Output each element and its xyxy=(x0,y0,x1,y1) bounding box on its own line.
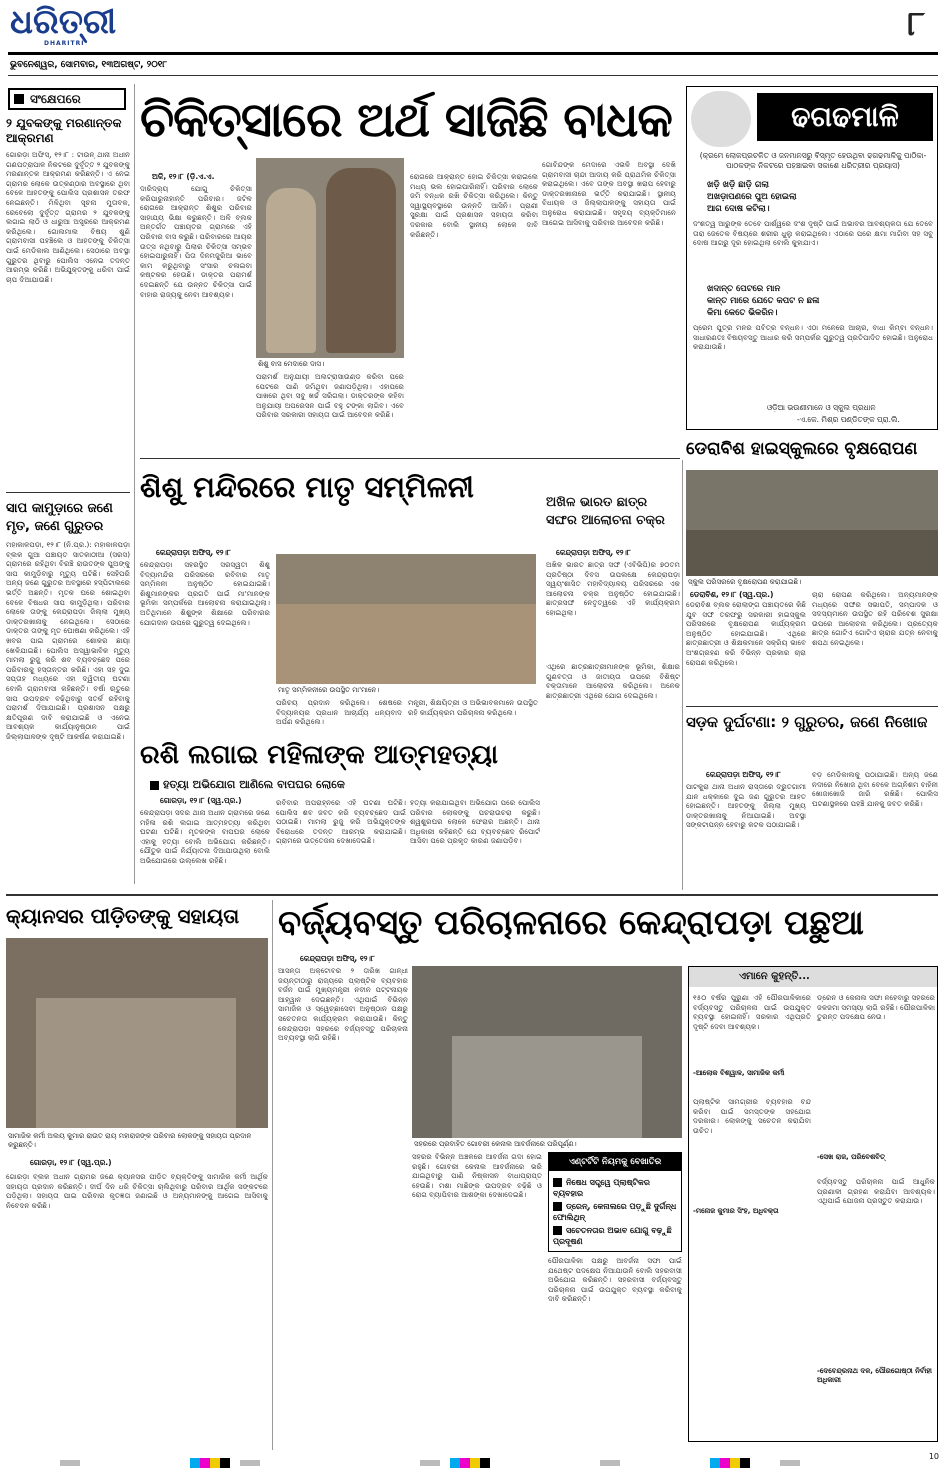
page-mark: ୮ xyxy=(907,4,925,44)
lead-bottom-rule xyxy=(140,458,680,459)
cancer-photo xyxy=(6,938,268,1128)
waste-col-2: ସହରର ବିଭିନ୍ନ ଅଞ୍ଚଳରେ ଆବର୍ଜନା ଗଦା ହୋଇ ରହୁଛି। ଗୋବରୀ କେନାଲ ଆବର୍ଜନାରେ ଭରି ଯାଇଥିବାରୁ ପାଣି ନିଷ୍କାସନ ବାଧାପ୍ରାପ୍ତ ହେଉଛି। ମଶା ମାଛିଙ୍କ ଉପଦ୍ରବ ବଢ଼ିଛି ଓ ରୋଗ ବ୍ୟାପିବାର ଆଶଙ୍କା ଦେଖାଦେଇଛି। xyxy=(412,1152,542,1200)
road-dateline: କେନ୍ଦ୍ରାପଡ଼ା ଅଫିସ୍, ୧୨।୮ xyxy=(706,770,781,779)
lead-photo-child xyxy=(266,188,316,353)
brief-headline-1: ୨ ଯୁବକଙ୍କୁ ମରଣାନ୍ତକ ଆକ୍ରମଣ xyxy=(6,116,122,145)
violation-item-1: ନିଷେଧ ସତ୍ତ୍ୱେ ପ୍ଲାଷ୍ଟିକର ବ୍ୟବହାର xyxy=(553,1178,650,1198)
tree-photo-caption: ସ୍କୁଲ ପରିସରରେ ବୃକ୍ଷରୋପଣ କରାଯାଇଛି। xyxy=(688,578,802,586)
cartoon-proverb-1: ଖଡ଼ି ଖଡ଼ି ଛାଡ଼ି ଗଲା ଅଖଡ଼ାପଣରେ ପୁଅ ହୋଇଲା ଆଗ ଦୋଷ କଟିଲା। xyxy=(707,180,797,214)
lead-dateline: ଅଳି, ୧୨।୮ (ଡ଼ି.ଏ.ଏ. xyxy=(152,172,215,181)
tree-bottom-rule xyxy=(686,706,938,707)
briefs-vrule xyxy=(134,84,135,884)
violation-box xyxy=(548,1152,682,1252)
tree-col-1: ଡେରାବିଶ ବ୍ଲକ ରୋଲାଙ୍ଗ ପଞ୍ଚାୟତରେ କିଛି ଯୁବ ସଙ୍ଘ ତରଫରୁ ସରକାରୀ ହାଇସ୍କୁଲ ପରିସରରେ ବୃକ୍ଷରୋପଣ କାର୍ଯ୍ୟକ୍ରମ ଅନୁଷ୍ଠିତ ହୋଇଯାଇଛି। ଏଥିରେ ଛାତ୍ରଛାତ୍ରୀ ଓ ଶିକ୍ଷକମାନେ ସକ୍ରିୟ ଭାବେ ଅଂଶଗ୍ରହଣ କରି ବିଭିନ୍ନ ପ୍ରକାର ଚାରା ରୋପଣ କରିଥିଲେ। xyxy=(686,600,806,667)
abvp-vrule xyxy=(682,460,683,890)
tree-photo-people xyxy=(686,530,938,576)
sishu-headline: ଶିଶୁ ମନ୍ଦିରରେ ମାତୃ ସମ୍ମିଳନୀ xyxy=(140,470,475,504)
violation-bullet-icon xyxy=(553,1178,562,1187)
brief-headline-2: ସାପ କାମୁଡ଼ାରେ ଜଣେ ମୃତ, ଜଣେ ଗୁରୁତର xyxy=(6,501,113,534)
cartoon-figure-icon xyxy=(691,91,751,147)
cartoon-signoff-1: ଓଡ଼ିଆ ଭଉଣୀମାନେ ଓ ସ୍କୁଲ ପ୍ରଧାନ xyxy=(767,403,876,412)
cancer-headline: କ୍ୟାନସର ପୀଡ଼ିତଙ୍କୁ ସହାୟତା xyxy=(6,904,240,928)
road-col-2: ବଡ଼ ମେଡିକାଲକୁ ପଠାଯାଇଛି। ଅନ୍ୟ ଜଣେ ନଦୀରେ ନିଖୋଜ ଥିବା ବେଳେ ଅଗ୍ନିଶମ ବାହିନୀ ଖୋଜାଖୋଜି ଜାରି ରଖିଛି। ପୋଲିସ ଘଟଣାସ୍ଥଳରେ ପହଞ୍ଚି ଯାନକୁ ଜବତ କରିଛି। xyxy=(812,770,938,808)
opinion-1: ୧୫୦ ବର୍ଷର ପୁରୁଣା ଏହି ପୌରପାଳିକାରେ ବର୍ଜ୍ୟବସ୍ତୁ ପରିଚାଳନା ପାଇଁ ଉପଯୁକ୍ତ ବ୍ୟବସ୍ଥା ହୋଇନାହିଁ। ସରକାର ଏଥିପ୍ରତି ଦୃଷ୍ଟି ଦେବା ଆବଶ୍ୟକ। -ଆଲୋକ ବିଶ୍ୱାଳ, ସାମାଜିକ କର୍ମୀ xyxy=(693,993,811,1077)
cancer-dateline: ଗୋରଡ଼ା, ୧୨।୮ (ସ୍ୱ.ପ୍ର.) xyxy=(30,1158,112,1167)
masthead-bottom-rule xyxy=(8,75,938,76)
opinions-title: ଏମାନେ କୁହନ୍ତି... xyxy=(689,967,937,987)
suicide-headline: ରଶି ଲଗାଇ ମହିଳାଙ୍କ ଆତ୍ମହତ୍ୟା xyxy=(140,740,499,770)
tree-photo xyxy=(686,470,938,576)
sishu-col-2: ପରିଚୟ ପ୍ରଦାନ କରିଥିଲେ। ଶେଷରେ ବିଦ୍ୟାଳୟର ପ୍ରଧାନ ଆଚାର୍ଯ୍ୟ ଧନ୍ୟବାଦ ଅର୍ପଣ କରିଥିଲେ। xyxy=(276,698,402,727)
cartoon-signoff-2: -ଏ.କେ. ମିଶ୍ର ପଣ୍ଡିତଙ୍କ ପ୍ରା.ଲି. xyxy=(797,415,900,424)
abvp-headline: ଅଖିଳ ଭାରତ ଛାତ୍ର ସଙ୍ଘର ଆଲୋଚନା ଚକ୍ର xyxy=(546,495,665,528)
cartoon-text-1: ଦଂଶତ୍ୱ ଆରୁଙ୍କ ତେବେ ପାର୍ଶ୍ୱରେ ଦଂଶ ଦୃଷ୍ଟି ପାଇଁ ଅଭାବର ଆବଶ୍ୟକତା ଯେ ତେବେ ତାରା ଜେତେକ ବିଷୟରେ ଶରୀର ଧୁଲୁ କରାଇଥିଲେ। ଏଠାରେ ପରେ କ୍ଷମା ମାଗିବା ସହ ସବୁ ଦୋଷ ଆଗରୁ ଦୂର ହୋଇଥିଲା ବୋଲି କୁହାଯାଏ। xyxy=(693,219,933,248)
sishu-photo-caption: ମାତୃ ସମ୍ମିଳନୀରେ ଉପସ୍ଥିତ ମା'ମାନେ। xyxy=(278,686,380,694)
masthead-logo: ଧରିତ୍ରୀ xyxy=(10,2,117,42)
sishu-dateline: କେନ୍ଦ୍ରାପଡ଼ା ଅଫିସ୍, ୧୨।୮ xyxy=(156,548,231,557)
violation-bullet-icon xyxy=(553,1202,562,1211)
masthead-rule xyxy=(8,52,938,60)
lead-headline: ଚିକିତ୍ସାରେ ଅର୍ଥ ସାଜିଛି ବାଧକ xyxy=(140,92,672,148)
sishu-col-1: କେନ୍ଦ୍ରାପଡ଼ା ସହରସ୍ଥିତ ସରସ୍ୱତୀ ଶିଶୁ ବିଦ୍ୟାମନ୍ଦିର ପରିସରରେ ରବିବାର ମାତୃ ସମ୍ମିଳନୀ ଅନୁଷ୍ଠିତ ହୋଇଯାଇଛି। ଶିଶୁମାନଙ୍କର ପ୍ରଗତି ପାଇଁ ମା'ମାନଙ୍କ ଭୂମିକା ସମ୍ପର୍କରେ ଆଲୋଚନା କରାଯାଇଥିଲା। ଅତିଥିମାନେ ଶିଶୁଙ୍କ ଶିକ୍ଷାରେ ପରିବାରର ଯୋଗଦାନ ଉପରେ ଗୁରୁତ୍ୱ ଦେଇଥିଲେ। xyxy=(140,560,270,627)
tree-dateline: ଡେରାବିଶ, ୧୨।୮ (ସ୍ୱ.ପ୍ର.) xyxy=(690,590,774,599)
abvp-dateline: କେନ୍ଦ୍ରାପଡ଼ା ଅଫିସ୍, ୧୨।୮ xyxy=(556,548,631,557)
suicide-col-1: କେନ୍ଦ୍ରାପଡ଼ା ସଦର ଥାନା ଅଧୀନ ଗ୍ରାମରେ ଜଣେ ମହିଳା ରଶି ଲଗାଇ ଆତ୍ମହତ୍ୟା କରିଥିବା ଘଟଣା ଘଟିଛି। ମୃତକଙ୍କ ବାପଘର ଲୋକେ ଏହାକୁ ହତ୍ୟା ବୋଲି ଅଭିଯୋଗ କରିଛନ୍ତି। ଯୌତୁକ ପାଇଁ ନିର୍ଯ୍ୟାତନା ଦିଆଯାଉଥିଲା ବୋଲି ଅଭିଯୋଗରେ ଉଲ୍ଲେଖ ରହିଛି। xyxy=(140,808,270,865)
waste-dateline: କେନ୍ଦ୍ରାପଡ଼ା ଅଫିସ୍, ୧୨।୮ xyxy=(300,954,375,963)
lead-photo-adult xyxy=(326,168,396,353)
masthead xyxy=(0,0,945,80)
cartoon-proverb-2: ଖଦାନ୍ତ ପେଟରେ ମାନ କାନ୍ତ ମାରେ ଯେତେ କପଟ ନ ଛଳା କିମା କେତେ ଭିକରିନ। xyxy=(707,284,820,318)
lead-photo xyxy=(256,158,404,358)
violation-item-3: ସଚେତନତାର ଅଭାବ ଯୋଗୁ ବଢ଼ୁଛି ପ୍ରଦୂଷଣ xyxy=(553,1226,672,1246)
lead-col-2: ପରାମର୍ଶ ଅନୁଯାୟୀ ଅଲଟ୍ରାସାଉଣ୍ଡ କରିବା ପରେ ପେଟରେ ପାଣି ଜମିଥିବା ଜଣାପଡ଼ିଥିଲା। ଏହାପରେ ପାଖରେ ଥିବା ସବୁ ଖର୍ଚ୍ଚ ସରିଗଲା। ଡାକ୍ତରଙ୍କ କହିବା ଅନୁଯାୟୀ ଅପରେସନ ପାଇଁ ବହୁ ଟଙ୍କା ଲାଗିବ। ଏବେ ପରିବାର ସରକାରୀ ସହାୟତା ପାଇଁ ଆବେଦନ କରିଛି। xyxy=(256,372,404,420)
color-marks xyxy=(450,1458,490,1468)
waste-col-1: ଆସନ୍ତା ଅକ୍ଟୋବର ୨ ତାରିଖ ଗାନ୍ଧୀ ଜୟନ୍ତୀଠାରୁ ରାଜ୍ୟରେ ପ୍ଲାଷ୍ଟିକ ବ୍ୟବହାର ବର୍ଜନ ପାଇଁ ମୁଖ୍ୟମନ୍ତ୍ରୀ ନବୀନ ପଟ୍ଟନାୟକ ଆହ୍ୱାନ ଦେଇଛନ୍ତି। ଏଥିପାଇଁ ବିଭିନ୍ନ ସାମାଜିକ ଓ ସ୍ୱେଚ୍ଛାସେବୀ ଅନୁଷ୍ଠାନ ପକ୍ଷରୁ ସଚେତନତା କାର୍ଯ୍ୟକ୍ରମ କରାଯାଉଛି। କିନ୍ତୁ କେନ୍ଦ୍ରାପଡ଼ା ସହରରେ ବର୍ଜ୍ୟବସ୍ତୁ ପରିଚାଳନା ଅବ୍ୟବସ୍ଥା ଲାଗି ରହିଛି। xyxy=(278,966,408,1043)
violation-bullet-icon xyxy=(553,1226,562,1235)
brief-text-2: ମହାକାଳପଡ଼ା, ୧୨।୮ (ନି.ପ୍ର.): ମହାକାଳପଡ଼ା ବ୍ଲକ ଗୁଆ ପଞ୍ଚାୟତ ସାତକାଠୀଆ (ସରସ) ଗ୍ରାମରେ ରହିଥିବା ବିରଞ୍ଚି ରାଉତଙ୍କ ପୁଅଙ୍କୁ ସାପ କାମୁଡ଼ିବାରୁ ମୃତ୍ୟୁ ଘଟିଛି। ସେହିପରି ଅନ୍ୟ ଜଣେ ଗୁରୁତର ଅବସ୍ଥାରେ ହସ୍ପିଟାଲରେ ଭର୍ତ୍ତି ଅଛନ୍ତି। ମୃତକ ଘରେ ଶୋଇଥିବା ବେଳେ ବିଷଧର ସାପ କାମୁଡ଼ିଥିଲା। ପରିବାର ଲୋକେ ତାଙ୍କୁ କେନ୍ଦ୍ରାପଡ଼ା ଜିଲ୍ଲା ମୁଖ୍ୟ ଡାକ୍ତରଖାନାକୁ ନେଇଥିଲେ। ସେଠାରେ ଡାକ୍ତର ତାଙ୍କୁ ମୃତ ଘୋଷଣା କରିଥିଲେ। ଏହି ଖବର ପାଇ ଗ୍ରାମରେ ଶୋକର ଛାୟା ଖେଳିଯାଇଛି। ପୋଲିସ ଅସ୍ୱାଭାବିକ ମୃତ୍ୟୁ ମାମଲା ରୁଜୁ କରି ଶବ ବ୍ୟବଚ୍ଛେଦ ପରେ ପରିବାରକୁ ହସ୍ତାନ୍ତର କରିଛି। ଏହା ସହ ଦୁଇ ସପ୍ତାହ ମଧ୍ୟରେ ଏହା ଦ୍ୱିତୀୟ ଘଟଣା ବୋଲି ଗ୍ରାମବାସୀ କହିଛନ୍ତି। ବର୍ଷା ଋତୁରେ ସାପ ଉପଦ୍ରବ ବଢ଼ିଥିବାରୁ ସତର୍କ ରହିବାକୁ ପରାମର୍ଶ ଦିଆଯାଇଛି। ପ୍ରଶାସନ ପକ୍ଷରୁ କ୍ଷତିପୂରଣ ଦାବି କରାଯାଇଛି ଓ ଏନେଇ ଆବଶ୍ୟକ କାର୍ଯ୍ୟାନୁଷ୍ଠାନ ପାଇଁ ଜିଲ୍ଲାପାଳଙ୍କ ଦୃଷ୍ଟି ଆକର୍ଷଣ କରାଯାଇଛି। xyxy=(6,540,130,741)
violation-box-title: ଏଣ୍ଟର୍ଟିଟି ନିୟମକୁ ବେଖାତିର xyxy=(549,1153,681,1171)
suicide-col-3: ହତ୍ୟା କରାଯାଇଥିବା ଅଭିଯୋଗ ପରେ ପୋଲିସ ପରିବାର ଲୋକଙ୍କୁ ପଚରାଉଚରା କରୁଛି। ଶ୍ୱଶୁରଘର ଲୋକେ ଫେରାର ଅଛନ୍ତି। ଥାନା ଅଧିକାରୀ କହିଛନ୍ତି ଯେ ବ୍ୟବଚ୍ଛେଦ ରିପୋର୍ଟ ଆସିବା ପରେ ପ୍ରକୃତ କାରଣ ଜଣାପଡ଼ିବ। xyxy=(410,798,540,846)
suicide-subheadline: ହତ୍ୟା ଅଭିଯୋଗ ଆଣିଲେ ବାପଘର ଲୋକେ xyxy=(150,778,345,792)
waste-photo xyxy=(412,966,682,1138)
cartoon-box xyxy=(686,86,938,430)
opinion-3: ଡ୍ରେନ ଓ କେନାଲ ସଫା ନହେବାରୁ ସହରରେ ଜଳଜମା ସମସ୍ୟା ଲାଗି ରହିଛି। ପୌରପାଳିକା ତୁରନ୍ତ ପଦକ୍ଷେପ ନେଉ। -ସେଖ ରାଜ, ପରିବେଶବିତ୍ xyxy=(817,993,935,1161)
suicide-col-2: ରବିବାର ଅପରାହ୍ନରେ ଏହି ଘଟଣା ଘଟିଛି। ପୋଲିସ ଶବ ଜବତ କରି ବ୍ୟବଚ୍ଛେଦ ପାଇଁ ପଠାଇଛି। ମାମଲା ରୁଜୁ କରି ଅଭିଯୁକ୍ତଙ୍କ ବିରୋଧରେ ତଦନ୍ତ ଆରମ୍ଭ କରାଯାଇଛି। ଗ୍ରାମରେ ଉତ୍ତେଜନା ଦେଖାଦେଇଛି। xyxy=(276,798,406,846)
suicide-dateline: ଗୋରଡ଼ା, ୧୨।୮ (ସ୍ୱ.ପ୍ର.) xyxy=(160,796,242,805)
cancer-vrule xyxy=(272,900,273,1450)
violation-item-2: ଡ୍ରେନ୍, କେନାଲରେ ପଡ଼ୁଛି ଦୁର୍ଗନ୍ଧ ଫୋଲିଥିନ୍ xyxy=(553,1202,677,1222)
briefs-marker-icon xyxy=(14,94,24,104)
cartoon-title: ଢଗଢମାଳି xyxy=(757,93,933,141)
lead-photo-caption: ଶିଶୁ ବାସ ମେଦାରେ ଦାସ। xyxy=(258,360,325,368)
road-headline: ସଡ଼କ ଦୁର୍ଘଟଣା: ୨ ଗୁରୁତର, ଜଣେ ନିଖୋଜ xyxy=(686,713,928,731)
lead-col-1: ଦାରିଦ୍ର୍ୟ ଯୋଗୁ ଚିକିତ୍ସା କରିପାରୁନାହାନ୍ତି ପରିବାର। ଜଟିଳ ରୋଗରେ ଆକ୍ରାନ୍ତ ଶିଶୁର ପରିବାର ସାହାଯ୍ୟ ଭିକ୍ଷା କରୁଛନ୍ତି। ଅଳି ବ୍ଲକ ଅନ୍ତର୍ଗତ ପଞ୍ଚାୟତର ଗ୍ରାମରେ ଏହି ପରିବାର ବାସ କରୁଛି। ପରିବାରରେ ଆୟର ଉତ୍ସ ନଥିବାରୁ ପିଲାର ଚିକିତ୍ସା ସମ୍ଭବ ହୋଇପାରୁନାହିଁ। ପିତା ଦିନମଜୁରିଆ ଭାବେ କାମ କରୁଥିବାରୁ ସଂସାର ଚଳାଇବା କଷ୍ଟକର ହେଉଛି। ଡାକ୍ତର ପରାମର୍ଶ ଦେଇଛନ୍ତି ଯେ ଉନ୍ନତ ଚିକିତ୍ସା ପାଇଁ ବାହାର ରାଜ୍ୟକୁ ନେବା ଆବଶ୍ୟକ। xyxy=(140,184,252,299)
abvp-col-1: ଅଖିଳ ଭାରତ ଛାତ୍ର ସଙ୍ଘ (ଏବିଭିପି)ର ୭୦ତମ ପ୍ରତିଷ୍ଠା ଦିବସ ଉପଲକ୍ଷେ କେନ୍ଦ୍ରାପଡ଼ା ସ୍ୱୟଂଶାସିତ ମହାବିଦ୍ୟାଳୟ ପରିସରରେ ଏକ ଆଲୋଚନା ଚକ୍ର ଅନୁଷ୍ଠିତ ହୋଇଯାଇଛି। ଛାତ୍ରସଙ୍ଘ ନେତୃତ୍ୱରେ ଏହି କାର୍ଯ୍ୟକ୍ରମ ହୋଇଥିଲା। xyxy=(546,560,680,617)
waste-col-3: ପୌରପାଳିକା ପକ୍ଷରୁ ଆବର୍ଜନା ସଫା ପାଇଁ ଯଥେଷ୍ଟ ପଦକ୍ଷେପ ନିଆଯାଉନି ବୋଲି ସହରବାସୀ ଅଭିଯୋଗ କରିଛନ୍ତି। ସହରବାସୀ ବର୍ଜ୍ୟବସ୍ତୁ ପରିଚାଳନା ପାଇଁ ଉପଯୁକ୍ତ ବ୍ୟବସ୍ଥା କରିବାକୁ ଦାବି କରିଛନ୍ତି। xyxy=(548,1256,682,1304)
cartoon-text-2: ପ୍ରେମ ପୁତ୍ର ମନର ପବିତ୍ର ବନ୍ଧନ। ଏଠା ମନେରେ ଆଚାର, ବାଧା କିମ୍ବା ବନ୍ଧନ। ସାଧାରଣତଃ ବିଷୟବସ୍ତୁ ଆଧାର କରି ସମ୍ପର୍କର ଗୁରୁତ୍ୱ ପ୍ରତିପାଦିତ ହୋଇଛି। ଅନୁରୋଧ କରାଯାଉଛି। xyxy=(693,323,933,352)
sishu-photo-crowd xyxy=(276,604,536,684)
lead-col-4: ଗୋବିନ୍ଦଙ୍କ ମେଦାରେ ଏଭଳି ଅବସ୍ଥା ଦେଖି ଗ୍ରାମବାସୀ ଚାନ୍ଦା ଆଦାୟ କରି ପ୍ରାଥମିକ ଚିକିତ୍ସା କରାଇଥିଲେ। ଏବେ ତାଙ୍କ ଅବସ୍ଥା ଖରାପ ହେବାରୁ ଡାକ୍ତରଖାନାରେ ଭର୍ତ୍ତି କରାଯାଇଛି। ସ୍ଥାନୀୟ ବିଧାୟକ ଓ ଜିଲ୍ଲାପାଳଙ୍କୁ ସହାୟତା ପାଇଁ ଅନୁରୋଧ କରାଯାଇଛି। ସହୃଦୟ ବ୍ୟକ୍ତିମାନେ ଆଗେଇ ଆସିବାକୁ ପରିବାର ଆବେଦନ କରିଛି। xyxy=(542,160,676,227)
tree-col-2: ଚାରା ରୋପଣ କରିଥିଲେ। ଅନ୍ୟମାନଙ୍କ ମଧ୍ୟରେ ସଙ୍ଘର ସଭାପତି, ସମ୍ପାଦକ ଓ ସଦସ୍ୟମାନେ ଉପସ୍ଥିତ ରହି ପରିବେଶ ସୁରକ୍ଷା ଉପରେ ଆଲୋଚନା କରିଥିଲେ। ପ୍ରତ୍ୟେକ ଛାତ୍ର ଗୋଟିଏ ଗୋଟିଏ ଚାରାର ଯତ୍ନ ନେବାକୁ ଶପଥ ନେଇଥିଲେ। xyxy=(812,590,938,647)
sishu-photo xyxy=(276,554,536,684)
cancer-text: ଗୋରଡ଼ା ବ୍ଲକ ଅଧୀନ ଗ୍ରାମର ଜଣେ କ୍ୟାନସର ପୀଡ଼ିତ ବ୍ୟକ୍ତିଙ୍କୁ ସାମାଜିକ କର୍ମୀ ଆର୍ଥିକ ସହାୟତା ପ୍ରଦାନ କରିଛନ୍ତି। ଦୀର୍ଘ ଦିନ ଧରି ଚିକିତ୍ସା ଚାଲିଥିବାରୁ ପରିବାର ଆର୍ଥିକ ସଙ୍କଟରେ ପଡ଼ିଥିଲା। ସହାୟତା ପାଇ ପରିବାର କୃତଜ୍ଞତା ଜଣାଇଛି ଓ ଅନ୍ୟମାନଙ୍କୁ ଆଗେଇ ଆସିବାକୁ ନିବେଦନ କରିଛି। xyxy=(6,1172,268,1210)
abvp-col-2: ଏଥିରେ ଛାତ୍ରଛାତ୍ରୀମାନଙ୍କ ଭୂମିକା, ଶିକ୍ଷାର ଗୁଣବତ୍ତା ଓ ଜାତୀୟତା ଉପରେ ବିଶିଷ୍ଟ ବକ୍ତାମାନେ ଆଲୋଚନା କରିଥିଲେ। ଅନେକ ଛାତ୍ରଛାତ୍ରୀ ଏଥିରେ ଯୋଗ ଦେଇଥିଲେ। xyxy=(546,662,680,700)
brief-divider xyxy=(6,492,130,493)
sishu-col-3: ମନ୍ତ୍ରୀ, ଶିକ୍ଷୟିତ୍ରୀ ଓ ଅଭିଭାବକମାନେ ଉପସ୍ଥିତ ରହି କାର୍ଯ୍ୟକ୍ରମ ପରିଚାଳନା କରିଥିଲେ। xyxy=(408,698,538,717)
waste-photo-canal xyxy=(452,1036,642,1138)
road-col-1: ପାଟକୁରା ଥାନା ଅଧୀନ ରାସ୍ତାରେ ଦ୍ରୁତଗାମୀ ଯାନ ଧକ୍କାରେ ଦୁଇ ଜଣ ଗୁରୁତର ଆହତ ହୋଇଛନ୍ତି। ଆହତଙ୍କୁ ଜିଲ୍ଲା ମୁଖ୍ୟ ଡାକ୍ତରଖାନାକୁ ନିଆଯାଇଛି। ଅବସ୍ଥା ସଙ୍କଟାପନ୍ନ ହେବାରୁ କଟକ ପଠାଯାଇଛି। xyxy=(686,782,806,830)
opinions-box xyxy=(688,966,938,1442)
page-number: 10 xyxy=(928,1452,939,1461)
color-marks xyxy=(190,1458,230,1468)
tree-headline: ଡେରାବିଶ ହାଇସ୍କୁଲରେ ବୃକ୍ଷରୋପଣ xyxy=(686,439,918,459)
footer xyxy=(0,1452,945,1472)
lower-section-rule xyxy=(6,894,938,896)
brief-text-1: ଗୋରଡ଼ା ଅଫିସ୍, ୧୨।୮ : ଟାଉନ୍ ଥାନା ଅଧୀନ ଗଣପତ୍ରାପାଳ ନିକଟରେ ଦୁର୍ବୃତ୍ତ ୨ ଯୁବକଙ୍କୁ ମରଣାନ୍ତକ ଆକ୍ରମଣ କରିଛନ୍ତି। ଏ ନେଇ ଗ୍ରାମର ଲୋକେ ଉତ୍କଣ୍ଠାର ଅବସ୍ଥାରେ ଥିବା ବେଳେ ଆହତଙ୍କୁ ପୋଲିସ ପ୍ରଶାସନ ତରଫ ନେଇଛନ୍ତି। ମିଳିଥିବା ସୂଚନା ମୁତାବକ, ରେବେଲୋ ଦୁର୍ବୃତ୍ତ ଗ୍ରାମର ୨ ଯୁବକଙ୍କୁ ଲଗାଇ ଲାଠି ଓ ଧାରୁଆ ଅସ୍ତ୍ରରେ ଆକ୍ରମଣ କରିଥିଲେ। ଗୋଲମାଲ ବିଷୟ ଶୁଣି ଗ୍ରାମବାସୀ ପହଞ୍ଚିଲେ ଓ ଆହତଙ୍କୁ ଚିକିତ୍ସା ପାଇଁ ମେଡିକାଲ ଆଣିଥିଲେ। ସେଠାରେ ଅବସ୍ଥା ଗୁରୁତର ଥିବାରୁ ପୋଲିସ ଏନେଇ ତଦନ୍ତ ଆରମ୍ଭ କରିଛି। ଅଭିଯୁକ୍ତଙ୍କୁ ଧରିବା ପାଇଁ ଚାପ ଦିଆଯାଉଛି। xyxy=(6,150,130,284)
briefs-label: ସଂକ୍ଷେପରେ xyxy=(8,88,126,110)
waste-photo-caption: ସହରରେ ପ୍ରବାହିତ ଗୋବରୀ କେନାଲ ଆବର୍ଜନାରେ ପରିପୂର୍ଣ୍ଣ। xyxy=(414,1140,577,1148)
cancer-photo-caption: ସାମାଜିକ କର୍ମୀ ଅଲୟ କୁମାର ରାଉତ ରାୟ ମହାରାଜଙ୍କ ପରିବାର ଲୋକଙ୍କୁ ସହାୟତା ପ୍ରଦାନ କରୁଛନ୍ତି। xyxy=(8,1132,252,1149)
opinion-4: ବର୍ଜ୍ୟବସ୍ତୁ ପରିଚାଳନା ପାଇଁ ଆଧୁନିକ ପ୍ରଣାଳୀ ଗ୍ରହଣ କରାଯିବା ଆବଶ୍ୟକ। ଏଥିପାଇଁ ଯୋଜନା ପ୍ରସ୍ତୁତ କରାଯାଉ। -ଦେବେନ୍ଦ୍ରନାଥ ଦଳ, ପୌରଗୋଷ୍ଠୀ ନିର୍ବାହୀ ଅଧିକାରୀ xyxy=(817,1177,935,1384)
masthead-logo-sub: DHARITRI xyxy=(44,40,85,47)
masthead-dateline: ଭୁବନେଶ୍ୱର, ସୋମବାର, ୧୩ଅଗଷ୍ଟ, ୨୦୧୮ xyxy=(10,60,168,70)
lead-col-3: ରୋଗରେ ଆକ୍ରାନ୍ତ ହୋଇ ଚିକିତ୍ସା କରାଇଲେ ମଧ୍ୟ ଭଲ ହୋଇପାରିନାହିଁ। ପରିବାର ଲୋକେ ଜମି ବନ୍ଧକ ରଖି ଚିକିତ୍ସା କରିଥିଲେ। କିନ୍ତୁ ସ୍ୱାସ୍ଥ୍ୟବସ୍ଥାରେ ଉନ୍ନତି ଆସିନି। ପ୍ରାଣୀ ସୁରକ୍ଷା ପାଇଁ ପ୍ରଶାସନ ସହାୟତା କରିବା ଦରକାର ବୋଲି ସ୍ଥାନୀୟ ଲୋକେ ଦାବି କରିଛନ୍ତି। xyxy=(410,172,538,239)
waste-headline: ବର୍ଜ୍ୟବସ୍ତୁ ପରିଚାଳନାରେ କେନ୍ଦ୍ରାପଡ଼ା ପଛୁଆ xyxy=(278,903,864,943)
briefs-column xyxy=(6,84,132,884)
suicide-sub-bullet-icon xyxy=(150,781,159,790)
color-marks xyxy=(710,1458,750,1468)
opinion-2: ପ୍ଲାଷ୍ଟିକ ସାମଗ୍ରୀର ବ୍ୟବହାର ବନ୍ଦ କରିବା ପାଇଁ ସମସ୍ତଙ୍କ ସହଯୋଗ ଦରକାର। ଲୋକଙ୍କୁ ସଚେତନ କରାଯିବା ଉଚିତ। -ମନୋଜ କୁମାର ସିଂହ, ଅଧିବକ୍ତା xyxy=(693,1097,811,1215)
cancer-photo-group xyxy=(36,998,236,1128)
cartoon-subtitle: (କ୍ରମେ ଲୋକପ୍ରଚଳିତ ଓ ଜନମାନସରୁ ବିସ୍ମୃତ ହେଉଥିବା ଢଗଢମାଳିକୁ ପାଠିକା-ପାଠକଙ୍କ ନିକଟରେ ପହଞ୍ଚାଇବା ସକାଶେ ଧରିତ୍ରୀର ପ୍ରୟାସ) xyxy=(699,151,927,170)
